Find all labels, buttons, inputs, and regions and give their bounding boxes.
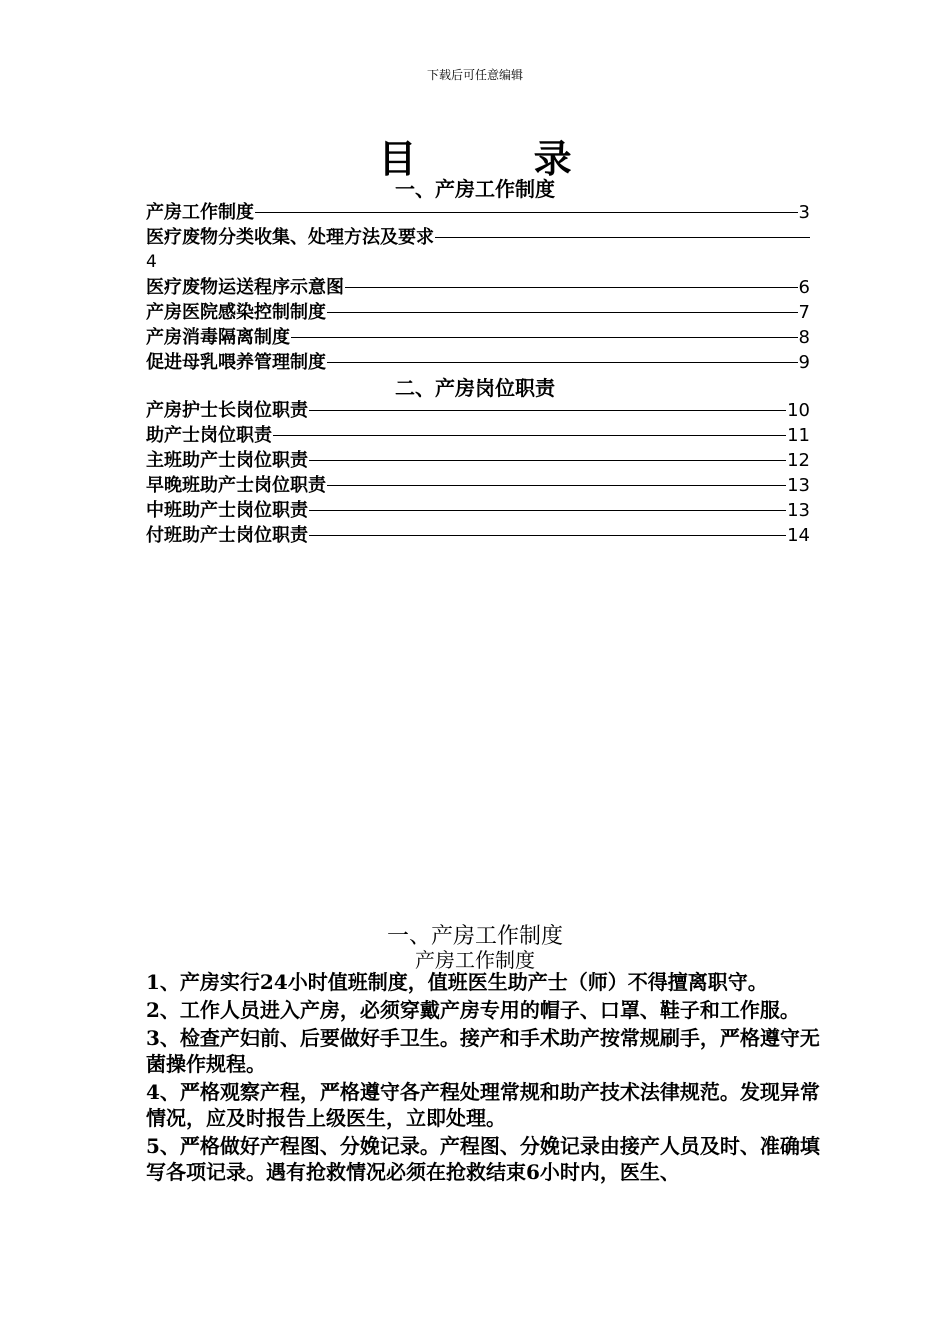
paragraph: 2、工作人员进入产房，必须穿戴产房专用的帽子、口罩、鞋子和工作服。 bbox=[146, 998, 800, 1022]
toc-entry-page: 4 bbox=[146, 252, 157, 272]
toc-title: 目 录 bbox=[378, 136, 624, 181]
toc-entry-page: 12 bbox=[787, 450, 810, 471]
toc-entry-page: 14 bbox=[787, 525, 810, 546]
toc-entry[interactable] bbox=[146, 200, 810, 225]
toc-leader-line bbox=[327, 312, 798, 313]
toc-entry-label: 中班助产士岗位职责 bbox=[146, 500, 308, 521]
toc-entry[interactable] bbox=[146, 398, 810, 423]
toc-entry-page: 8 bbox=[798, 327, 810, 348]
paragraph: 5、严格做好产程图、分娩记录。产程图、分娩记录由接产人员及时、准确填写各项记录。遇有抢救情况必须在抢救结束6小时内，医生、 bbox=[146, 1134, 820, 1184]
toc-entry[interactable] bbox=[146, 473, 810, 498]
toc-entry[interactable] bbox=[146, 325, 810, 350]
watermark-text: 下载后可任意编辑 bbox=[426, 68, 523, 82]
toc-entry-label: 产房消毒隔离制度 bbox=[146, 327, 290, 348]
toc-leader-line bbox=[345, 287, 798, 288]
toc-entry[interactable] bbox=[146, 523, 810, 548]
toc-entry-label: 主班助产士岗位职责 bbox=[146, 450, 308, 471]
toc-leader-line bbox=[327, 485, 786, 486]
section-heading: 产房工作制度 bbox=[415, 948, 535, 972]
toc-leader-line bbox=[327, 362, 798, 363]
toc-entry-label: 产房护士长岗位职责 bbox=[146, 400, 308, 421]
toc-entry[interactable] bbox=[146, 448, 810, 473]
toc-section2-heading: 二、产房岗位职责 bbox=[395, 376, 555, 400]
chapter-heading: 一、产房工作制度 bbox=[386, 924, 563, 949]
toc-entry-page: 13 bbox=[787, 475, 810, 496]
toc-entry[interactable] bbox=[146, 225, 810, 250]
toc-leader-line bbox=[309, 510, 786, 511]
toc-entry[interactable] bbox=[146, 275, 810, 300]
body-text bbox=[146, 969, 826, 1187]
toc-entry-label: 医疗废物运送程序示意图 bbox=[146, 277, 344, 298]
toc-entry-page: 6 bbox=[798, 277, 810, 298]
toc-entry[interactable] bbox=[146, 423, 810, 448]
toc-leader-line bbox=[255, 212, 798, 213]
toc-entry-page: 3 bbox=[798, 202, 810, 223]
toc-section1-list bbox=[146, 200, 810, 375]
paragraph: 4、严格观察产程，严格遵守各产程处理常规和助产技术法律规范。发现异常情况，应及时报告上级医生，立即处理。 bbox=[146, 1080, 820, 1130]
toc-entry-page: 11 bbox=[787, 425, 810, 446]
toc-entry-label: 早晚班助产士岗位职责 bbox=[146, 475, 326, 496]
toc-leader-line bbox=[309, 460, 786, 461]
toc-section1-heading: 一、产房工作制度 bbox=[395, 177, 555, 201]
toc-entry[interactable] bbox=[146, 300, 810, 325]
toc-entry-page: 10 bbox=[787, 400, 810, 421]
toc-entry[interactable] bbox=[146, 498, 810, 523]
toc-entry-page: 9 bbox=[798, 352, 810, 373]
toc-entry-label: 医疗废物分类收集、处理方法及要求 bbox=[146, 227, 434, 248]
toc-entry-label: 产房医院感染控制制度 bbox=[146, 302, 326, 323]
toc-entry-label: 产房工作制度 bbox=[146, 202, 254, 223]
toc-entry-label: 付班助产士岗位职责 bbox=[146, 525, 308, 546]
toc-leader-line bbox=[309, 535, 786, 536]
toc-entry-label: 促进母乳喂养管理制度 bbox=[146, 352, 326, 373]
toc-entry-page: 7 bbox=[798, 302, 810, 323]
toc-leader-line bbox=[435, 237, 810, 238]
toc-leader-line bbox=[273, 435, 786, 436]
toc-leader-line bbox=[291, 337, 798, 338]
toc-entry-label: 助产士岗位职责 bbox=[146, 425, 272, 446]
paragraph: 3、检查产妇前、后要做好手卫生。接产和手术助产按常规刷手，严格遵守无菌操作规程。 bbox=[146, 1026, 820, 1076]
toc-section2-list bbox=[146, 398, 810, 548]
toc-leader-line bbox=[309, 410, 786, 411]
toc-entry-page: 13 bbox=[787, 500, 810, 521]
paragraph: 1、产房实行24小时值班制度，值班医生助产士（师）不得擅离职守。 bbox=[146, 970, 768, 994]
